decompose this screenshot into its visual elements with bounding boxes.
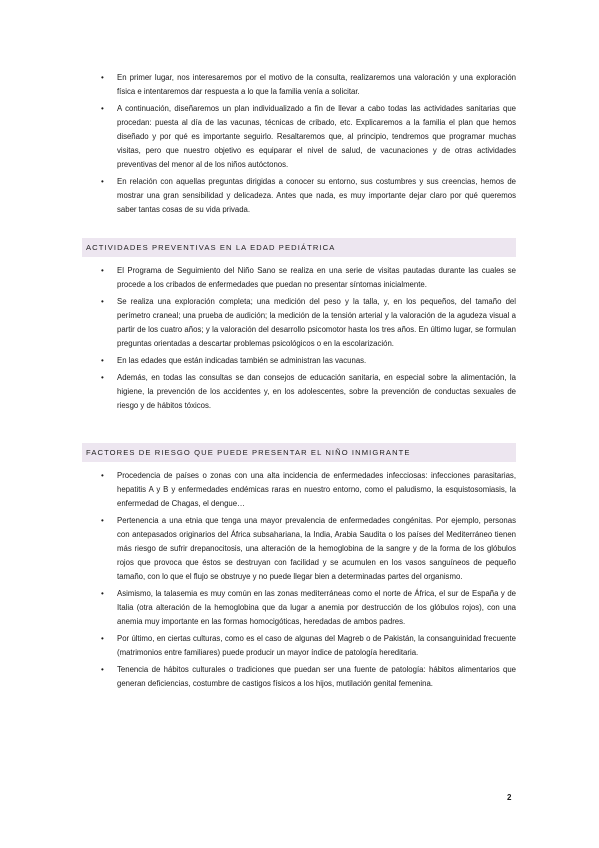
page-number: 2 bbox=[507, 793, 512, 802]
list-item-text: En primer lugar, nos interesaremos por el motivo de la consulta, realizaremos una valoración y una exploración física e intentaremos dar respuesta a lo que la familia venía a solicitar. bbox=[117, 73, 516, 96]
list-item bbox=[82, 354, 516, 368]
section-heading-preventive: ACTIVIDADES PREVENTIVAS EN LA EDAD PEDIÁTRICA bbox=[82, 238, 516, 257]
risk-factors-list bbox=[82, 469, 516, 694]
intro-list bbox=[82, 71, 516, 220]
bullet-marker: • bbox=[101, 104, 104, 113]
bullet-marker: • bbox=[101, 297, 104, 306]
list-item-text: Pertenencia a una etnia que tenga una mayor prevalencia de enfermedades congénitas. Por ejemplo, personas con antepasados originarios del África subsahariana, la India, Arabia Saudita o los países del Mediterráneo tienen más riesgo de sufrir drepanocitosis, una alteración de la hemoglobina de la sangre y de la forma de los glóbulos rojos que provoca que éstos se destruyan con facilidad y se acumulen en los vasos sanguíneos de pequeño tamaño, con lo que el flujo se obstruye y no puede llegar bien a determinadas partes del organismo. bbox=[117, 516, 516, 581]
bullet-marker: • bbox=[101, 634, 104, 643]
list-item-text: Además, en todas las consultas se dan consejos de educación sanitaria, en especial sobre la alimentación, la higiene, la prevención de los accidentes y, en los adolescentes, sobre la prevención de conductas sexuales de riesgo y de hábitos tóxicos. bbox=[117, 373, 516, 410]
bullet-marker: • bbox=[101, 589, 104, 598]
preventive-list bbox=[82, 264, 516, 416]
list-item bbox=[82, 587, 516, 629]
list-item bbox=[82, 175, 516, 217]
list-item-text: Tenencia de hábitos culturales o tradiciones que puedan ser una fuente de patología: hábitos alimentarios que generan deficiencias, costumbre de castigos físicos a los hijos, mutilación genital femenina. bbox=[117, 665, 516, 688]
list-item bbox=[82, 295, 516, 351]
list-item bbox=[82, 371, 516, 413]
list-item-text: Asimismo, la talasemia es muy común en las zonas mediterráneas como el norte de África, el sur de España y de Italia (otra alteración de la hemoglobina que da lugar a anemia por destrucción de los glóbulos rojos), con una anemia muy importante en las formas homocigóticas, heredadas de ambos padres. bbox=[117, 589, 516, 626]
list-item-text: El Programa de Seguimiento del Niño Sano se realiza en una serie de visitas pautadas durante las cuales se procede a los cribados de enfermedades que puedan no presentar síntomas inicialmente. bbox=[117, 266, 516, 289]
bullet-marker: • bbox=[101, 516, 104, 525]
bullet-marker: • bbox=[101, 73, 104, 82]
list-item-text: Por último, en ciertas culturas, como es el caso de algunas del Magreb o de Pakistán, la consanguinidad frecuente (matrimonios entre familiares) puede producir un mayor índice de patología hereditaria. bbox=[117, 634, 516, 657]
bullet-marker: • bbox=[101, 665, 104, 674]
list-item bbox=[82, 102, 516, 172]
bullet-marker: • bbox=[101, 266, 104, 275]
list-item bbox=[82, 264, 516, 292]
list-item bbox=[82, 514, 516, 584]
list-item-text: En las edades que están indicadas también se administran las vacunas. bbox=[117, 356, 367, 365]
list-item-text: Se realiza una exploración completa; una medición del peso y la talla, y, en los pequeños, del tamaño del perímetro craneal; una prueba de audición; la medición de la tensión arterial y la valoración de la agudeza visual a partir de los cuatro años; y la valoración del desarrollo psicomotor hasta los tres años. En último lugar, se formulan preguntas orientadas a descartar problemas psicológicos o en la escolarización. bbox=[117, 297, 516, 348]
list-item-text: Procedencia de países o zonas con una alta incidencia de enfermedades infecciosas: infecciones parasitarias, hepatitis A y B y enfermedades endémicas raras en nuestro entorno, como el paludismo, la esquistosomiasis, la enfermedad de Chagas, el dengue… bbox=[117, 471, 516, 508]
list-item bbox=[82, 632, 516, 660]
list-item-text: En relación con aquellas preguntas dirigidas a conocer su entorno, sus costumbres y sus creencias, hemos de mostrar una gran sensibilidad y delicadeza. Antes que nada, es muy importante dejar claro por qué queremos saber tantas cosas de su vida privada. bbox=[117, 177, 516, 214]
bullet-marker: • bbox=[101, 373, 104, 382]
bullet-marker: • bbox=[101, 356, 104, 365]
bullet-marker: • bbox=[101, 471, 104, 480]
section-heading-risk-factors: FACTORES DE RIESGO QUE PUEDE PRESENTAR EL NIÑO INMIGRANTE bbox=[82, 443, 516, 462]
bullet-marker: • bbox=[101, 177, 104, 186]
list-item bbox=[82, 71, 516, 99]
list-item bbox=[82, 663, 516, 691]
list-item bbox=[82, 469, 516, 511]
list-item-text: A continuación, diseñaremos un plan individualizado a fin de llevar a cabo todas las actividades sanitarias que procedan: puesta al día de las vacunas, técnicas de cribado, etc. Explicaremos a la familia el plan que hemos diseñado y por qué es importante seguirlo. Resaltaremos que, al principio, tendremos que programar muchas visitas, pero que nuestro objetivo es equiparar el nivel de salud, de vacunaciones y de otras actividades preventivas del menor al de los niños autóctonos. bbox=[117, 104, 516, 169]
